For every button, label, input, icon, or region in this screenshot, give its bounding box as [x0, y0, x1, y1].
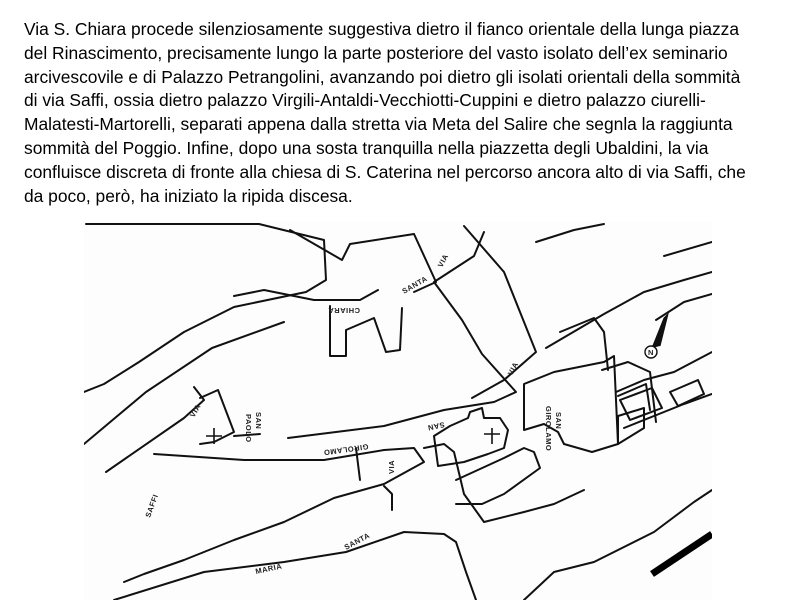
map-block — [456, 448, 540, 504]
street-map — [84, 222, 712, 600]
map-label-girolamo-street: GIROLAMO — [322, 442, 369, 458]
map-street-edge — [384, 486, 392, 510]
church-cross-icon — [206, 428, 222, 444]
map-street-edge — [106, 387, 204, 472]
map-label-via-left: VIA — [187, 402, 203, 419]
map-block — [124, 448, 424, 582]
map-label-santa-bottom: SANTA — [342, 530, 372, 552]
map-thick-bar — [652, 534, 712, 574]
map-street-edge — [536, 224, 604, 242]
map-label-santa-top: SANTA — [400, 274, 430, 296]
paragraph-line: Malatesti-Martorelli, separati appena dalla stretta via Meta del Salire che segnla la raggiunta — [24, 114, 733, 135]
map-label-saffi: SAFFI — [143, 492, 161, 519]
paragraph-line: sommità del Poggio. Infine, dopo una sosta tranquilla nella piazzetta degli Ubaldini, la via — [24, 137, 709, 158]
map-label-san-street: SAN — [426, 420, 446, 433]
paragraph-line: Via S. Chiara procede silenziosamente suggestiva dietro il fianco orientale della lunga piazza — [24, 19, 740, 39]
map-label-via-bottom: VIA — [387, 459, 396, 474]
map-label-via-mid: VIA — [505, 360, 521, 377]
map-street-edge — [524, 490, 712, 600]
map-label-san-paolo-2: PAOLO — [244, 414, 253, 443]
paragraph-line: confluisce discreta di fronte alla chiesa di S. Caterina nel percorso ancora alto di via Saffi, che — [24, 161, 746, 182]
map-label-via-top: VIA — [435, 252, 451, 269]
paragraph-line: da poco, però, ha iniziato la ripida discesa. — [24, 185, 353, 206]
map-block — [616, 352, 712, 392]
map-label-maria: MARIA — [254, 561, 283, 576]
church-outline — [434, 408, 508, 466]
map-block — [656, 294, 712, 320]
church-cross-icon — [484, 428, 500, 444]
map-label-san-paolo-1: SAN — [254, 412, 263, 430]
map-block — [84, 224, 326, 392]
paragraph-line: del Rinascimento, precisamente lungo la parte posteriore del vasto isolato dell’ex seminario — [24, 42, 728, 63]
paragraph-line: arcivescovile e di Palazzo Petrangolini, avanzando poi dietro gli isolati orientali della sommità — [24, 66, 741, 87]
map-street-edge — [84, 322, 284, 444]
map-street-edge — [664, 242, 712, 256]
description-paragraph — [24, 18, 784, 208]
street-map-drawing — [84, 222, 712, 600]
map-label-chiara: CHIARA — [327, 306, 360, 315]
map-label-san-girolamo-1: SAN — [554, 412, 563, 430]
paragraph-line: di via Saffi, ossia dietro palazzo Virgili-Antaldi-Vecchiotti-Cuppini e dietro palazzo ciurelli- — [24, 90, 706, 111]
map-street-edge — [546, 272, 712, 348]
north-label: N — [648, 348, 654, 357]
map-label-san-girolamo-2: GIROLAMO — [544, 406, 553, 452]
map-block — [424, 444, 584, 522]
